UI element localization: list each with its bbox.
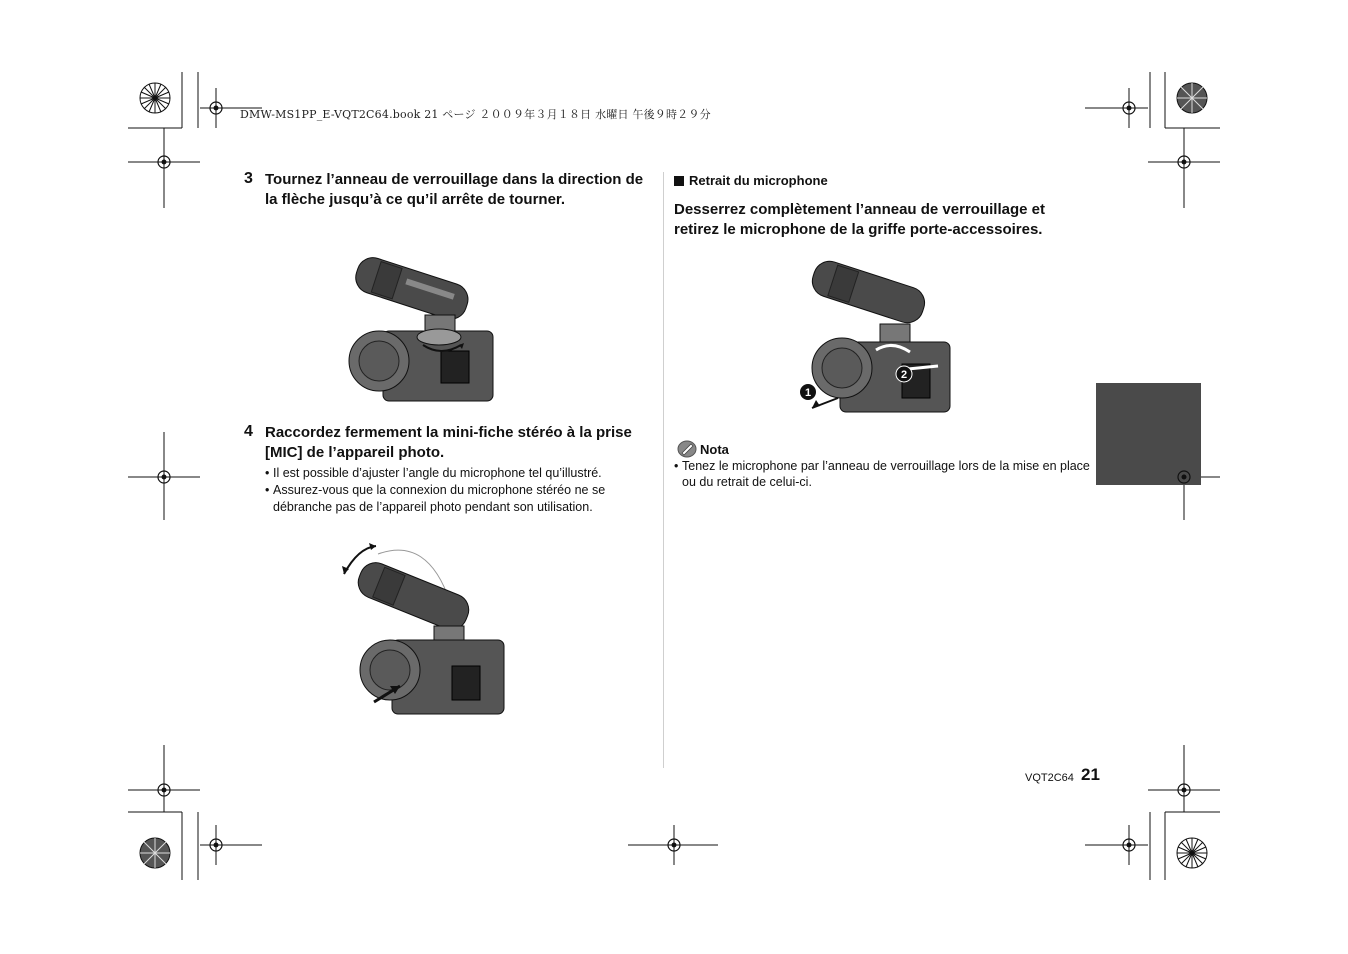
note-pencil-icon [677, 440, 697, 458]
camera-mic-illustration-plug [338, 540, 508, 715]
step-text: Tournez l’anneau de verrouillage dans la direction de la flèche jusqu’à ce qu’il arrête de tourner. [265, 171, 644, 208]
step-text: Raccordez fermement la mini-fiche stéréo à la prise [MIC] de l’appareil photo. [265, 424, 632, 461]
registration-mark-icon [664, 835, 684, 855]
book-header: DMW-MS1PP_E-VQT2C64.book 21 ページ ２００９年３月１８日 水曜日 午後９時２９分 [240, 108, 711, 121]
step-number: 3 [244, 170, 253, 187]
callout-2: 2 [900, 369, 908, 381]
removal-instruction: Desserrez complètement l’anneau de verrouillage et retirez le microphone de la griffe porte-accessoires. [674, 201, 1045, 238]
registration-mark-icon [206, 98, 226, 118]
section-title [674, 173, 828, 188]
registration-mark-icon [154, 467, 174, 487]
star-target-icon [139, 82, 171, 114]
step-3 [244, 170, 644, 210]
registration-mark-icon [1174, 152, 1194, 172]
step-4-bullets [265, 465, 644, 516]
camera-mic-illustration-remove [798, 260, 958, 415]
registration-mark-icon [154, 780, 174, 800]
bullet-item: • Il est possible d’ajuster l’angle du microphone tel qu’illustré. [265, 465, 644, 482]
callout-1: 1 [804, 387, 812, 399]
step-number: 4 [244, 423, 253, 440]
star-target-icon [1176, 837, 1208, 869]
registration-mark-icon [1174, 467, 1194, 487]
column-divider [663, 172, 664, 768]
camera-mic-illustration-lock [343, 253, 503, 403]
star-target-icon [1176, 82, 1208, 114]
note-item: • Tenez le microphone par l’anneau de verrouillage lors de la mise en place ou du retrait de celui-ci. [674, 458, 1094, 490]
footer-code: VQT2C64 [1025, 772, 1074, 784]
note-list [674, 458, 1094, 490]
step-4 [244, 423, 644, 532]
registration-mark-icon [1119, 835, 1139, 855]
registration-mark-icon [1119, 98, 1139, 118]
note-title: Nota [700, 441, 729, 457]
section-title-text: Retrait du microphone [689, 173, 828, 188]
registration-mark-icon [206, 835, 226, 855]
bullet-item: • Assurez-vous que la connexion du microphone stéréo ne se débranche pas de l’appareil photo pendant son utilisation. [265, 482, 644, 516]
square-bullet-icon [674, 176, 684, 186]
registration-mark-icon [1174, 780, 1194, 800]
registration-mark-icon [154, 152, 174, 172]
star-target-icon [139, 837, 171, 869]
page-number: 21 [1081, 765, 1100, 784]
note-heading [677, 440, 729, 458]
